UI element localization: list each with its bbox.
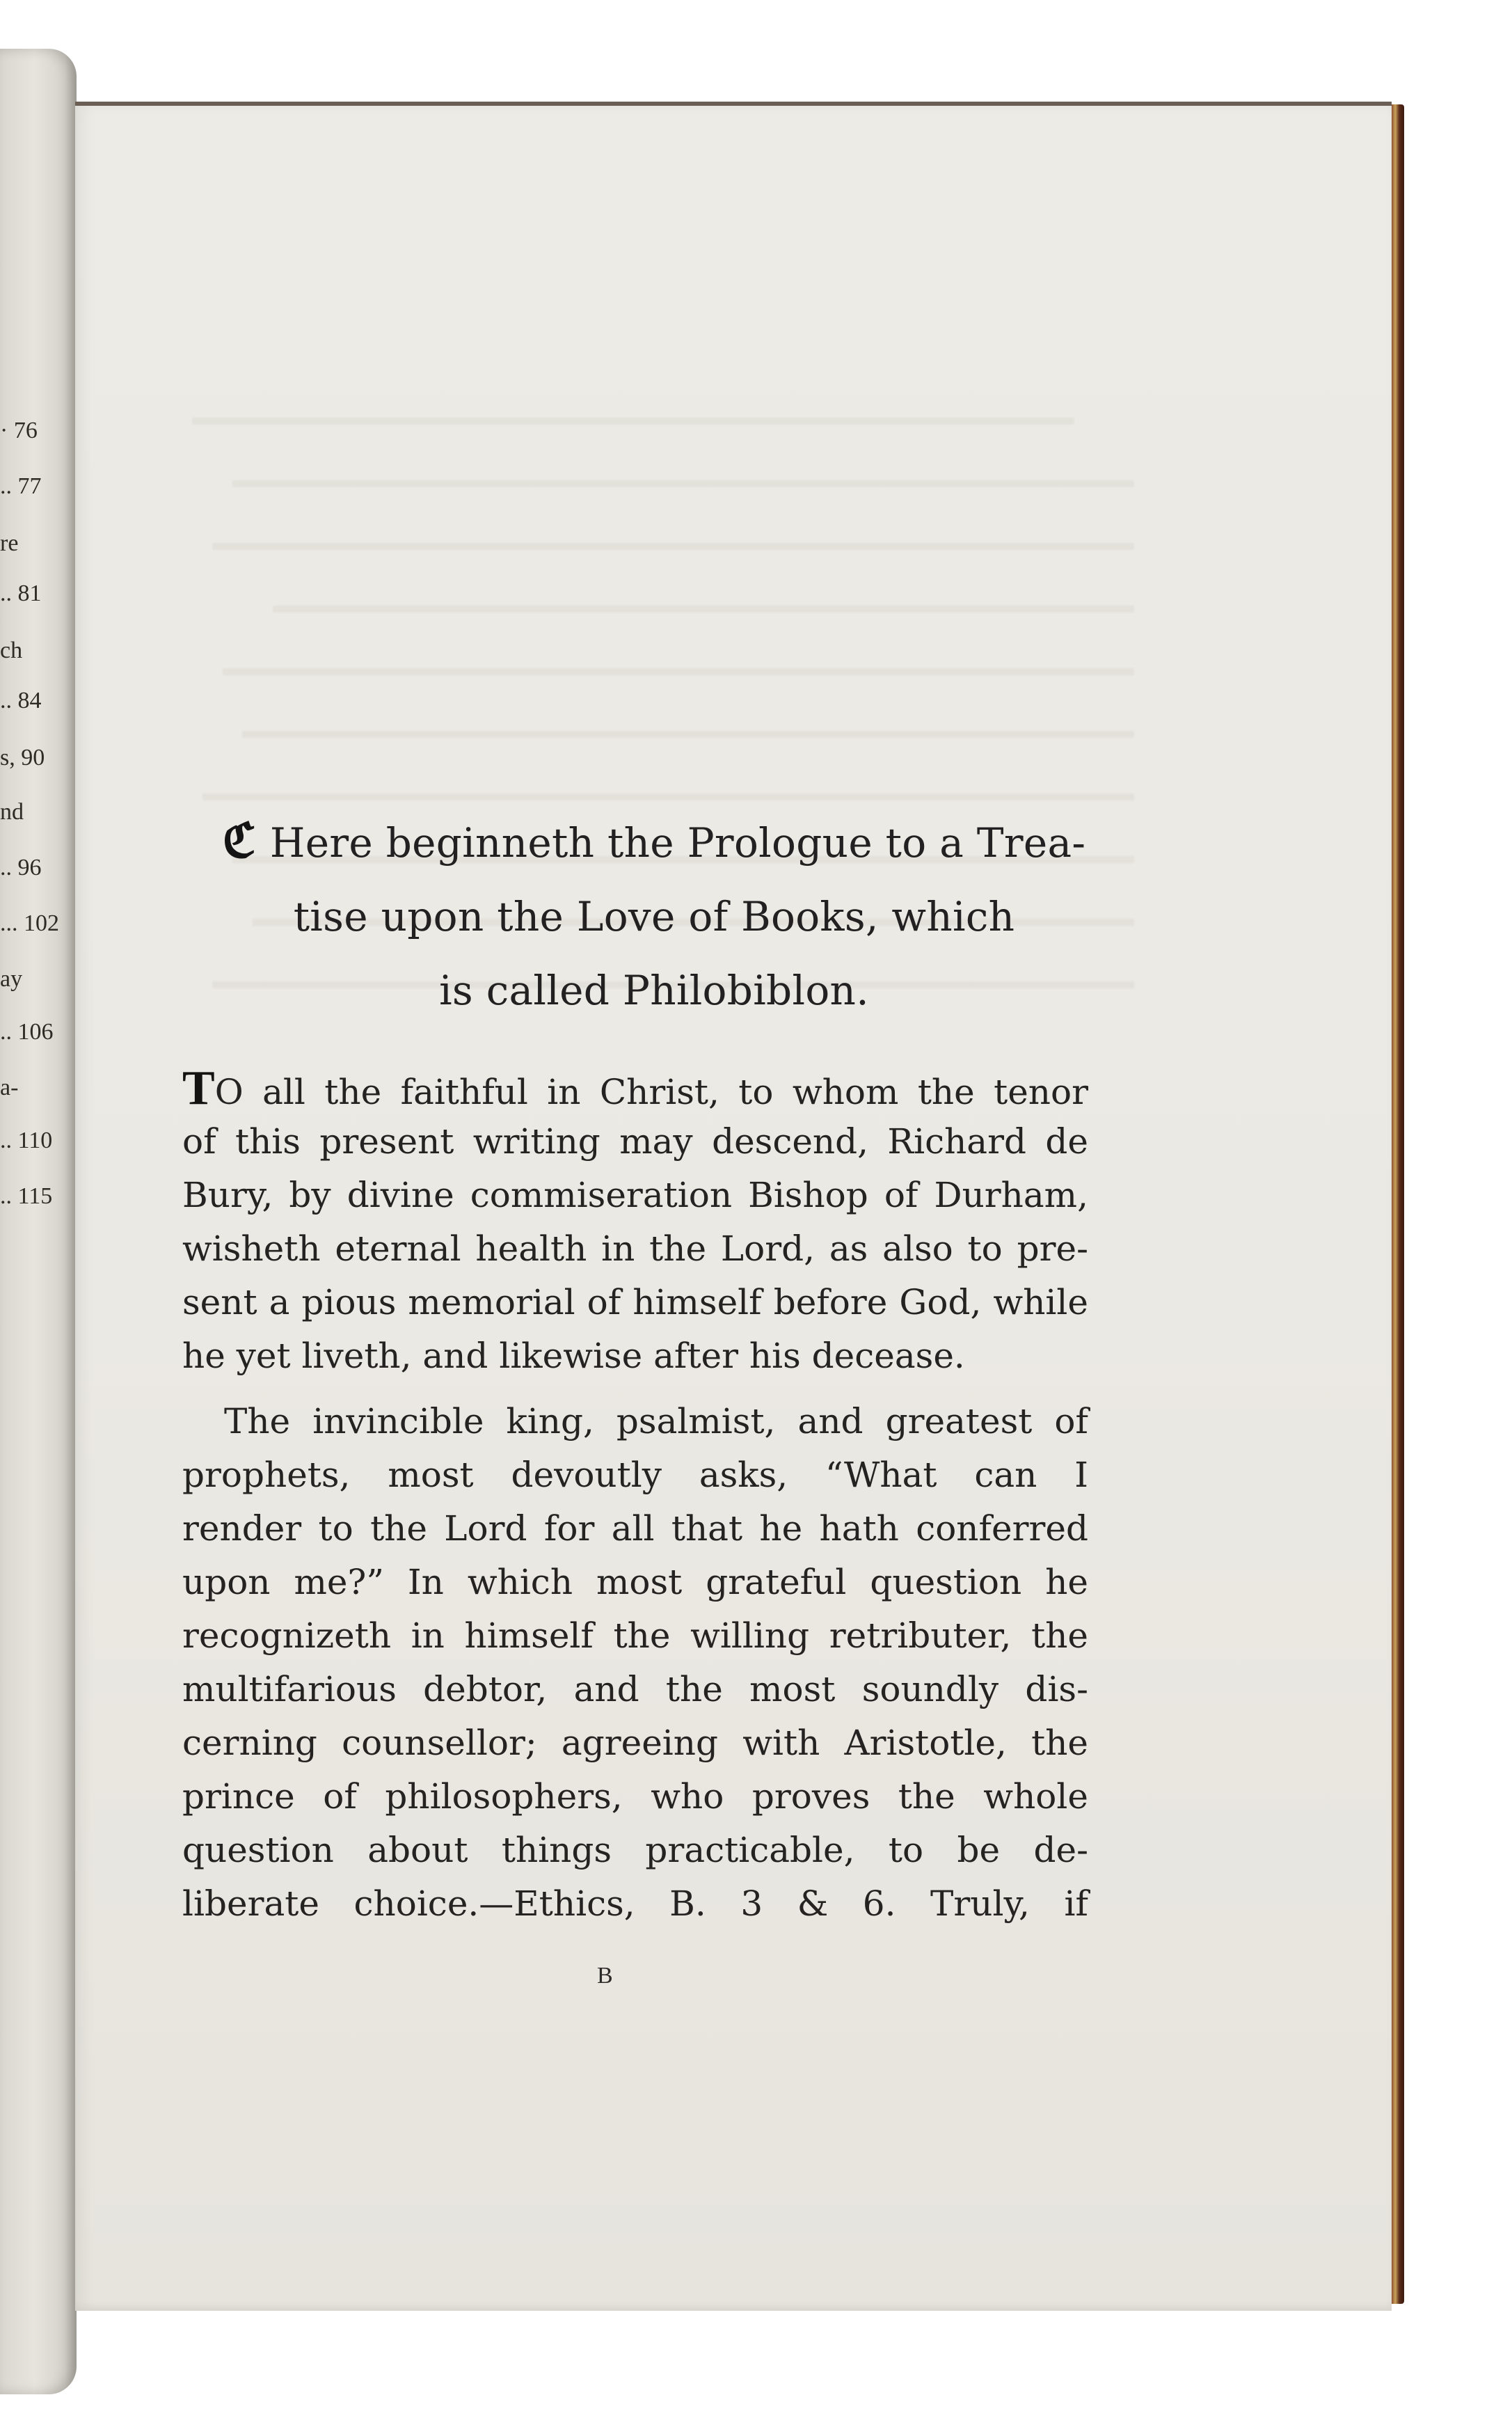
- left-page-entry: .. 77: [0, 473, 42, 499]
- text-line: sent a pious memorial of himself before God, while: [182, 1282, 1088, 1322]
- paragraph-psalmist: [182, 1395, 1088, 1931]
- left-page-entry: nd: [0, 799, 24, 825]
- paragraph-salutation: [182, 1061, 1088, 1383]
- text-line: of this present writing may descend, Richard de: [182, 1121, 1088, 1162]
- text-line: cerning counsellor; agreeing with Aristotle, the: [182, 1723, 1088, 1763]
- text-line: upon me?” In which most grateful question he: [182, 1562, 1088, 1602]
- prologue-heading: [188, 804, 1120, 1027]
- left-page-entry: ay: [0, 966, 23, 992]
- text-line-content: O all the faithful in Christ, to whom the tenor: [214, 1072, 1088, 1112]
- heading-line: is called Philobiblon.: [439, 967, 869, 1014]
- page-top-edge: [75, 102, 1392, 106]
- text-line: wisheth eternal health in the Lord, as also to pre-: [182, 1228, 1088, 1269]
- heading-line: tise upon the Love of Books, which: [293, 893, 1015, 940]
- left-page-entry: .. 81: [0, 580, 42, 606]
- heading-line: [188, 804, 1120, 880]
- left-page-entry: .. 115: [0, 1183, 53, 1209]
- text-line: liberate choice.—Ethics, B. 3 & 6. Truly, if: [182, 1883, 1088, 1924]
- left-page-entry: ch: [0, 638, 23, 663]
- left-page-entry: s, 90: [0, 745, 45, 770]
- text-line: multifarious debtor, and the most soundly dis-: [182, 1669, 1088, 1709]
- text-line: question about things practicable, to be de-: [182, 1830, 1088, 1870]
- left-page-entry: · 76: [0, 418, 38, 443]
- left-page-entry: re: [0, 530, 19, 556]
- left-page-entry: ... 102: [0, 910, 59, 936]
- left-facing-page: [0, 49, 77, 2394]
- text-line: prince of philosophers, who proves the whole: [182, 1776, 1088, 1817]
- left-page-entry: .. 110: [0, 1128, 53, 1153]
- text-line: he yet liveth, and likewise after his decease.: [182, 1336, 965, 1376]
- text-line: prophets, most devoutly asks, “What can I: [182, 1455, 1088, 1495]
- signature-mark: B: [597, 1963, 614, 1989]
- left-page-entry: .. 106: [0, 1019, 54, 1045]
- text-line: Bury, by divine commiseration Bishop of Durham,: [182, 1175, 1088, 1215]
- pilcrow-icon: ℭ: [222, 814, 256, 867]
- text-line: recognizeth in himself the willing retributer, the: [182, 1615, 1088, 1656]
- heading-line-text: Here beginneth the Prologue to a Trea-: [269, 819, 1086, 867]
- text-line: The invincible king, psalmist, and greatest of: [224, 1401, 1088, 1441]
- drop-cap: T: [182, 1061, 215, 1115]
- left-page-entry: .. 96: [0, 855, 42, 880]
- left-page-entry: .. 84: [0, 688, 42, 713]
- left-page-entry: a-: [0, 1075, 19, 1100]
- text-line: render to the Lord for all that he hath conferred: [182, 1508, 1088, 1549]
- text-line: [182, 1061, 1088, 1115]
